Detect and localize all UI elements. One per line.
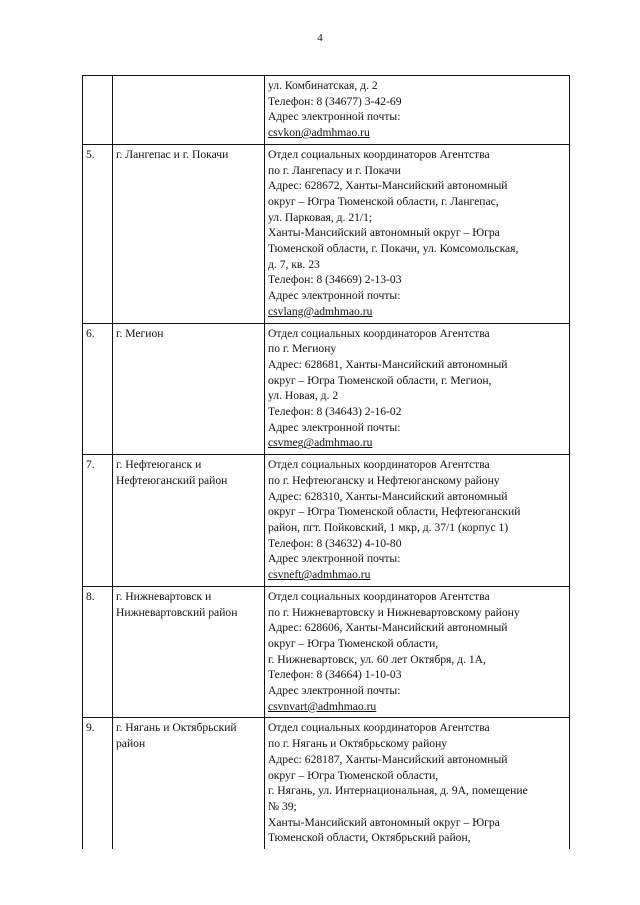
office-line: Адрес: 628681, Ханты-Мансийский автономный (268, 357, 508, 371)
office-line: Отдел социальных координаторов Агентства (268, 721, 490, 735)
office-line: Адрес электронной почты: (268, 289, 401, 303)
office-line: Тюменской области, г. Покачи, ул. Комсомольская, (268, 242, 519, 256)
table-row (83, 323, 570, 455)
office-line: ул. Парковая, д. 21/1; (268, 210, 373, 224)
office-cell (265, 455, 570, 587)
row-number-cell (83, 76, 113, 145)
table-row (83, 76, 570, 145)
office-line: Телефон: 8 (34677) 3-42-69 (268, 94, 402, 108)
office-cell (265, 76, 570, 145)
office-line: ул. Новая, д. 2 (268, 389, 339, 403)
email-link[interactable]: csvlang@admhmao.ru (268, 304, 373, 318)
office-line: район, пгт. Пойковский, 1 мкр, д. 37/1 (корпус 1) (268, 520, 509, 534)
office-cell (265, 323, 570, 455)
row-number-cell (83, 586, 113, 718)
area-cell (113, 144, 265, 323)
page-number: 4 (317, 32, 323, 44)
office-line: Адрес электронной почты: (268, 552, 401, 566)
office-line: по г. Нижневартовску и Нижневартовскому району (268, 605, 520, 619)
office-cell (265, 144, 570, 323)
office-line: д. 7, кв. 23 (268, 257, 320, 271)
row-number-cell (83, 144, 113, 323)
row-number-cell (83, 718, 113, 849)
area-line: район (116, 737, 146, 751)
office-cell (265, 586, 570, 718)
area-line: Нефтеюганский район (116, 473, 228, 487)
row-number-cell (83, 323, 113, 455)
office-line: ул. Комбинатская, д. 2 (268, 79, 378, 92)
row-number: 8. (86, 589, 95, 603)
office-line: округ – Югра Тюменской области, г. Лангепас, (268, 194, 499, 208)
area-cell (113, 323, 265, 455)
area-cell (113, 76, 265, 145)
office-line: Тюменской области, Октябрьский район, (268, 831, 471, 845)
office-line: Адрес: 628672, Ханты-Мансийский автономный (268, 179, 508, 193)
row-number: 6. (86, 326, 95, 340)
office-line: г. Нягань, ул. Интернациональная, д. 9А, помещение (268, 784, 528, 798)
office-line: Телефон: 8 (34664) 1-10-03 (268, 668, 402, 682)
office-line: Адрес электронной почты: (268, 684, 401, 698)
table-row (83, 586, 570, 718)
area-line: Нижневартовский район (116, 605, 238, 619)
office-line: Телефон: 8 (34669) 2-13-03 (268, 273, 402, 287)
area-line: г. Нижневартовск и (116, 589, 212, 603)
office-line: по г. Нефтеюганску и Нефтеюганскому району (268, 473, 500, 487)
office-line: округ – Югра Тюменской области, (268, 768, 439, 782)
office-line: по г. Лангепасу и г. Покачи (268, 163, 401, 177)
office-line: по г. Нягань и Октябрьскому району (268, 737, 448, 751)
office-line: Адрес электронной почты: (268, 110, 401, 124)
office-line: по г. Мегиону (268, 342, 337, 356)
office-line: Отдел социальных координаторов Агентства (268, 458, 490, 472)
area-line: г. Лангепас и г. Покачи (116, 147, 229, 161)
office-line: Адрес: 628187, Ханты-Мансийский автономный (268, 752, 508, 766)
table-row (83, 455, 570, 587)
office-cell (265, 718, 570, 849)
office-line: г. Нижневартовск, ул. 60 лет Октября, д. 1А, (268, 652, 486, 666)
area-cell (113, 586, 265, 718)
office-line: Адрес: 628310, Ханты-Мансийский автономный (268, 489, 508, 503)
email-link[interactable]: csvnvart@admhmao.ru (268, 699, 377, 713)
coordinators-table (82, 75, 570, 849)
office-line: № 39; (268, 799, 297, 813)
area-cell (113, 718, 265, 849)
table-row (83, 144, 570, 323)
table-body (83, 76, 570, 850)
row-number: 5. (86, 147, 95, 161)
office-line: Адрес: 628606, Ханты-Мансийский автономный (268, 621, 508, 635)
office-line: Телефон: 8 (34643) 2-16-02 (268, 405, 402, 419)
email-link[interactable]: csvkon@admhmao.ru (268, 126, 370, 140)
email-link[interactable]: csvmeg@admhmao.ru (268, 436, 373, 450)
row-number-cell (83, 455, 113, 587)
office-line: Отдел социальных координаторов Агентства (268, 326, 490, 340)
office-line: Телефон: 8 (34632) 4-10-80 (268, 536, 402, 550)
area-line: г. Нягань и Октябрьский (116, 721, 237, 735)
area-line: г. Нефтеюганск и (116, 458, 202, 472)
office-line: Адрес электронной почты: (268, 420, 401, 434)
office-line: Ханты-Мансийский автономный округ – Югра (268, 815, 500, 829)
office-line: округ – Югра Тюменской области, г. Мегион, (268, 373, 492, 387)
office-line: Ханты-Мансийский автономный округ – Югра (268, 226, 500, 240)
row-number: 9. (86, 721, 95, 735)
row-number: 7. (86, 458, 95, 472)
office-line: округ – Югра Тюменской области, (268, 636, 439, 650)
area-line: г. Мегион (116, 326, 164, 340)
area-cell (113, 455, 265, 587)
office-line: Отдел социальных координаторов Агентства (268, 589, 490, 603)
email-link[interactable]: csvneft@admhmao.ru (268, 568, 371, 582)
table-row (83, 718, 570, 849)
office-line: округ – Югра Тюменской области, Нефтеюганский (268, 505, 521, 519)
office-line: Отдел социальных координаторов Агентства (268, 147, 490, 161)
